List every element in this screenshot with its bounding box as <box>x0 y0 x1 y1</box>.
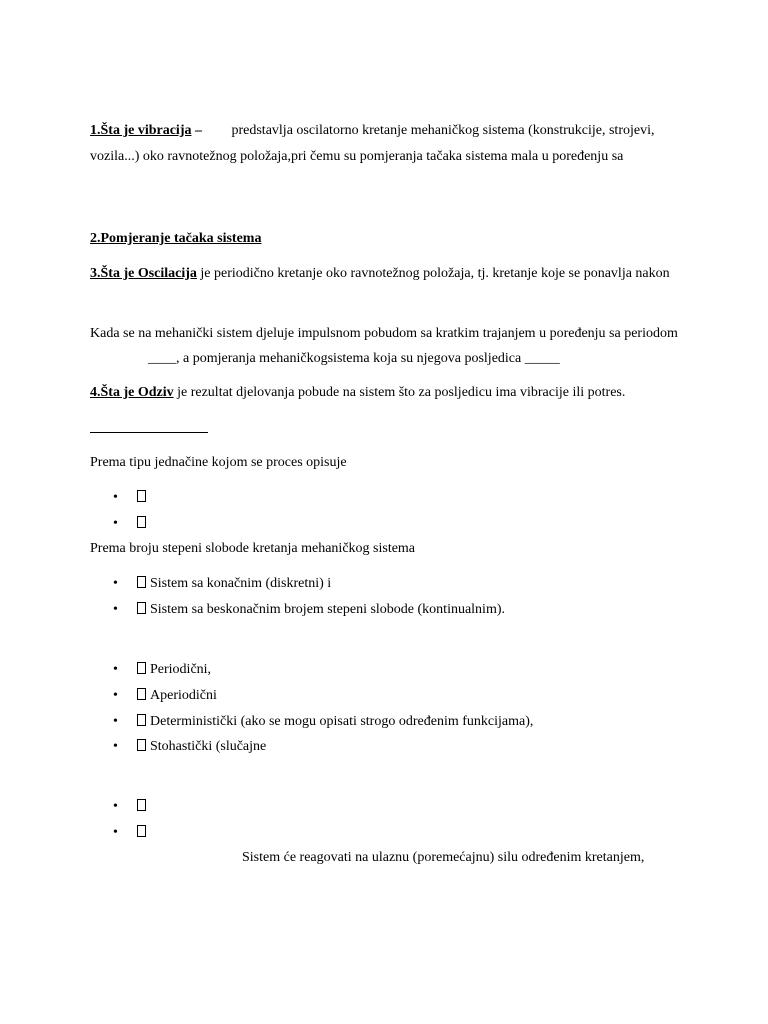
question-1-term: 1.Šta je vibracija <box>90 123 192 138</box>
missing-glyph-icon <box>137 739 146 751</box>
prema-tipu-heading: Prema tipu jednačine kojom se proces opisuje <box>90 455 347 470</box>
missing-glyph-icon <box>137 516 146 528</box>
question-3-text: je periodično kretanje oko ravnotežnog položaja, tj. kretanje koje se ponavlja nakon <box>196 266 670 281</box>
question-4 <box>90 384 625 402</box>
blank-underline <box>90 432 208 433</box>
question-3 <box>90 265 670 283</box>
missing-glyph-icon <box>137 602 146 614</box>
list-item: • Stohastički (slučajne <box>113 739 267 754</box>
list-item: • Periodični, <box>113 662 212 677</box>
missing-glyph-icon <box>137 576 146 588</box>
list-item: • Aperiodični <box>113 688 217 703</box>
question-1 <box>90 122 654 140</box>
list-item: • <box>113 515 150 533</box>
question-1-continued: vozila...) oko ravnotežnog položaja,pri čemu su pomjeranja tačaka sistema mala u poređenju sa <box>90 149 624 164</box>
missing-glyph-icon <box>137 688 146 700</box>
missing-glyph-icon <box>137 714 146 726</box>
missing-glyph-icon <box>137 662 146 674</box>
question-4-text: je rezultat djelovanja pobude na sistem što za posljedicu ima vibracije ili potres. <box>173 385 626 400</box>
missing-glyph-icon <box>137 825 146 837</box>
kada-paragraph-line-2: ____, a pomjeranja mehaničkogsistema koja su njegova posljedica _____ <box>148 351 560 366</box>
prema-broju-heading: Prema broju stepeni slobode kretanja mehaničkog sistema <box>90 541 416 556</box>
list-item: • <box>113 798 150 816</box>
missing-glyph-icon <box>137 490 146 502</box>
sistem-ce-text: Sistem će reagovati na ulaznu (poremećajnu) silu određenim kretanjem, <box>242 850 645 865</box>
question-4-term: 4.Šta je Odziv <box>90 385 174 400</box>
kada-paragraph-line-1: Kada se na mehanički sistem djeluje impulsnom pobudom sa kratkim trajanjem u poređenju sa periodom <box>90 326 678 341</box>
question-2-term: 2.Pomjeranje tačaka sistema <box>90 231 262 246</box>
question-2 <box>90 230 261 248</box>
list-item: • Sistem sa konačnim (diskretni) i <box>113 576 332 591</box>
question-1-dash: – <box>191 123 206 138</box>
question-3-term: 3.Šta je Oscilacija <box>90 266 197 281</box>
list-item: • Deterministički (ako se mogu opisati strogo određenim funkcijama), <box>113 714 534 729</box>
list-item: • <box>113 824 150 842</box>
list-item: • Sistem sa beskonačnim brojem stepeni slobode (kontinualnim). <box>113 602 505 617</box>
list-item: • <box>113 489 150 507</box>
question-1-text: predstavlja oscilatorno kretanje mehaničkog sistema (konstrukcije, strojevi, <box>231 123 655 138</box>
missing-glyph-icon <box>137 799 146 811</box>
